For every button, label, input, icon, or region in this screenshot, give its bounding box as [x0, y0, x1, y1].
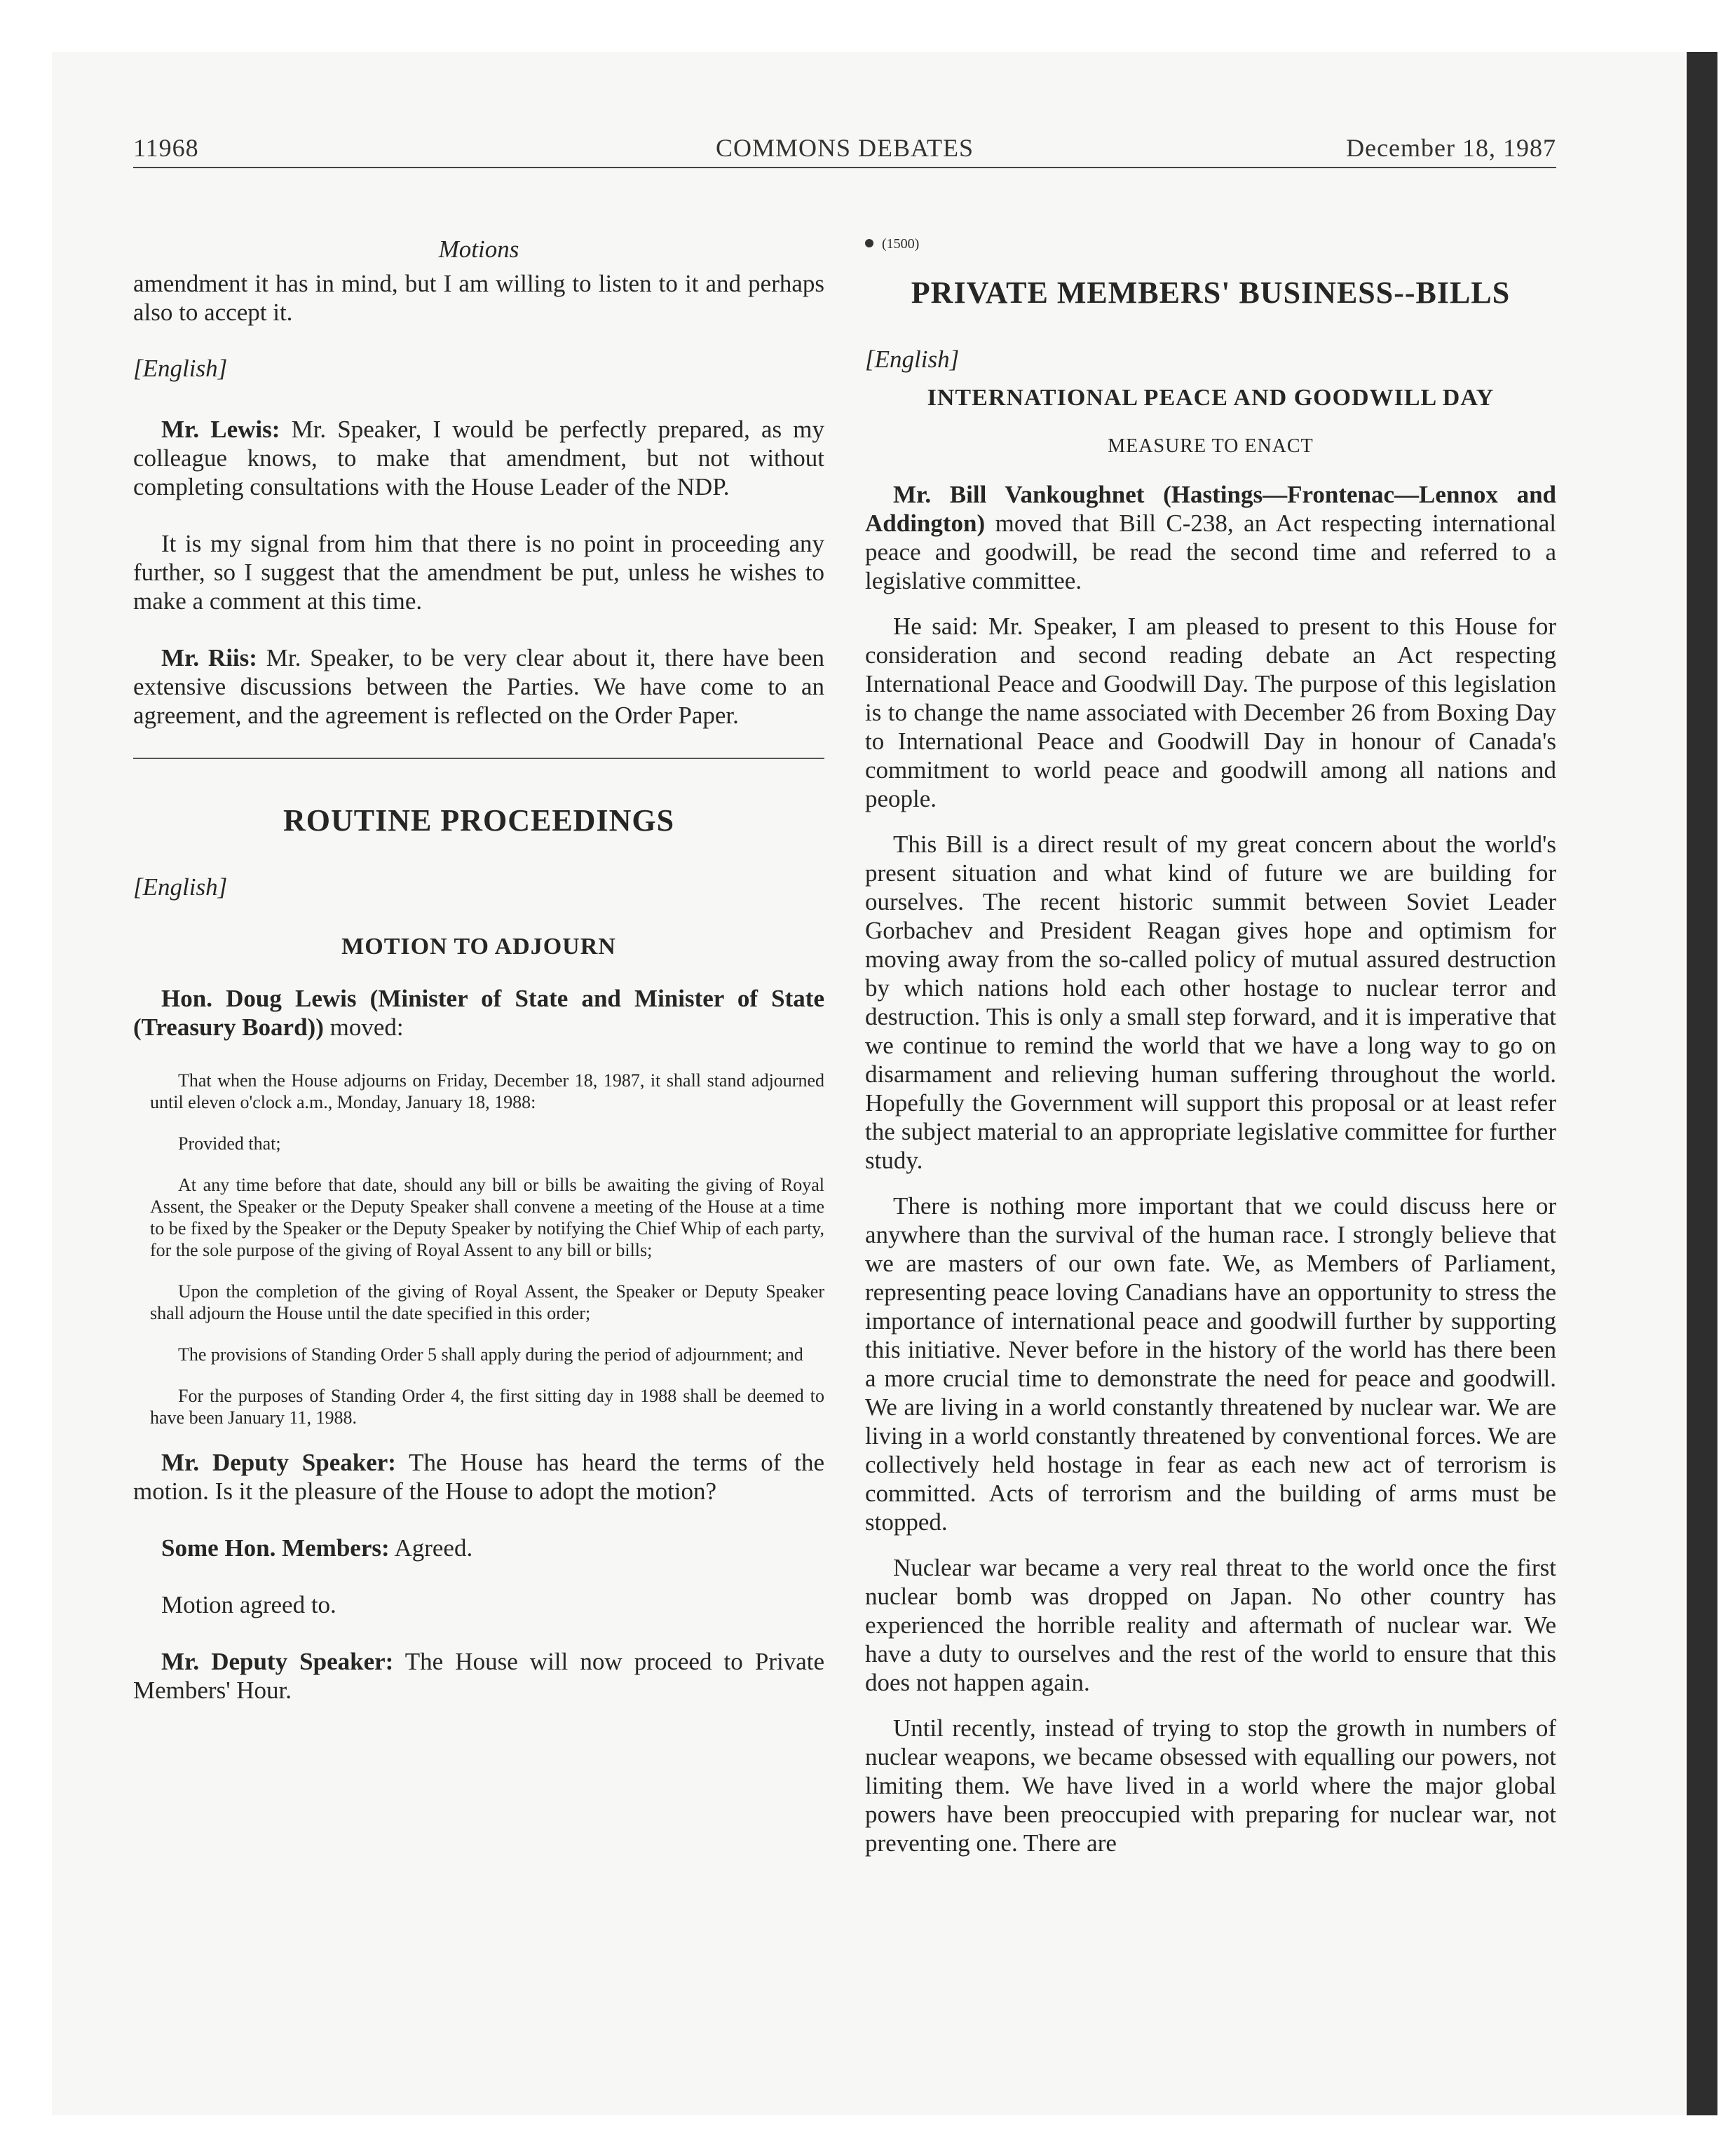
speaker-name: Mr. Deputy Speaker: [161, 1449, 396, 1476]
page-number: 11968 [133, 134, 199, 162]
paragraph: There is nothing more important that we could discuss here or anywhere than the survival of the human race. I strongly believe that we are masters of our own fate. We, as Members of Parliament, representing peace loving Canadians have an opportunity to stress the importance of international peace and goodwill further by supporting this initiative. Never before in the history of the world has there been a more crucial time to demonstrate the need for peace and goodwill. We are living in a world constantly threatened by nuclear war. We are living in a world constantly threatened by conventional forces. We are collectively held hostage in fear as each new act of terrorism is committed. Acts of terrorism and the building of arms must be stopped. [865, 1192, 1556, 1536]
heading-measure-to-enact: MEASURE TO ENACT [1108, 435, 1314, 457]
section-divider [133, 758, 824, 759]
motion-text: At any time before that date, should any bill or bills be awaiting the giving of Royal Assent, the Speaker or the Deputy Speaker shall convene a meeting of the House at a time to be fixed by the Speaker or the Deputy Speaker by notifying the Chief Whip of each party, for the sole purpose of the giving of Royal Assent to any bill or bills; [150, 1175, 824, 1260]
paragraph: This Bill is a direct result of my great concern about the world's present situation and what kind of future we are building for ourselves. The recent historic summit between Soviet Leader Gorbachev and President Reagan gives hope and optimism for moving away from the so-called policy of mutual assured destruction by which nations hold each other hostage to nuclear terror and destruction. This is only a small step forward, and it is imperative that we continue to remind the world that we have a long way to go on disarmament and relieving human suffering throughout the world. Hopefully the Government will support this proposal or at least refer the subject material to an appropriate legislative committee for further study. [865, 830, 1556, 1174]
paragraph: Motion agreed to. [161, 1591, 336, 1618]
paragraph: It is my signal from him that there is no point in proceeding any further, so I suggest that the amendment be put, unless he wishes to make a comment at this time. [133, 530, 824, 615]
speaker-name: Mr. Riis: [161, 644, 257, 671]
speech-text: The House has heard the terms of the motion. Is it the pleasure of the House to adopt the motion? [133, 1449, 824, 1505]
paragraph: amendment it has in mind, but I am willing to listen to it and perhaps also to accept it. [133, 270, 824, 326]
language-marker: [English] [133, 355, 228, 382]
speaker-name: Some Hon. Members: [161, 1534, 390, 1562]
language-marker: [English] [133, 873, 228, 901]
heading-routine-proceedings: ROUTINE PROCEEDINGS [283, 803, 675, 838]
heading-motion-to-adjourn: MOTION TO ADJOURN [341, 934, 616, 960]
time-label: (1500) [882, 236, 920, 252]
speech-members [133, 1534, 824, 1562]
speech-text: Mr. Speaker, I would be perfectly prepared, as my colleague knows, to make that amendment, but not without completing consultations with the House Leader of the NDP. [133, 416, 825, 500]
speaker-name: Mr. Lewis: [161, 416, 280, 443]
speech-text: moved that Bill C-238, an Act respecting international peace and goodwill, be read the second time and referred to a legislative committee. [865, 509, 1556, 594]
motion-intro [133, 984, 824, 1042]
speech-deputy-speaker [133, 1647, 824, 1705]
motion-text: The provisions of Standing Order 5 shall apply during the period of adjournment; and [178, 1344, 803, 1365]
speech-text: moved: [323, 1014, 404, 1041]
right-column [865, 236, 1556, 1885]
speech-text: Agreed. [389, 1534, 473, 1562]
heading-private-members-business: PRIVATE MEMBERS' BUSINESS--BILLS [911, 275, 1511, 310]
paragraph: Until recently, instead of trying to stop the growth in numbers of nuclear weapons, we became obsessed with equalling our powers, not limiting them. We have lived in a world where the major global powers have been preoccupied with preparing for nuclear war, not preventing one. There are [865, 1714, 1556, 1857]
speaker-name: Hon. Doug Lewis (Minister of State and Minister of State (Treasury Board)) [133, 985, 824, 1041]
motion-text: For the purposes of Standing Order 4, the first sitting day in 1988 shall be deemed to have been January 11, 1988. [150, 1386, 824, 1428]
time-marker [865, 236, 1556, 252]
header-date: December 18, 1987 [1346, 134, 1556, 162]
speaker-name: Mr. Bill Vankoughnet (Hastings—Frontenac—Lennox and Addington) [865, 480, 1556, 537]
left-column [133, 236, 824, 1733]
motion-text: Provided that; [178, 1133, 281, 1154]
publication-title: COMMONS DEBATES [715, 134, 974, 162]
scan-edge-shadow [1687, 52, 1717, 2115]
running-header [133, 133, 1556, 168]
speech-vankoughnet [865, 480, 1556, 595]
section-label-motions: Motions [438, 236, 519, 263]
language-marker: [English] [865, 345, 960, 373]
speech-lewis [133, 415, 824, 501]
speech-text: The House will now proceed to Private Members' Hour. [133, 1648, 824, 1704]
heading-peace-goodwill-day: INTERNATIONAL PEACE AND GOODWILL DAY [927, 384, 1495, 411]
scanned-page [52, 52, 1685, 2115]
speech-text: Mr. Speaker, to be very clear about it, there have been extensive discussions between the Parties. We have come to an agreement, and the agreement is reflected on the Order Paper. [133, 644, 824, 729]
paragraph: Nuclear war became a very real threat to the world once the first nuclear bomb was dropped on Japan. No other country has experienced the horrible reality and aftermath of nuclear war. We have a duty to ourselves and the rest of the world to ensure that this does not happen again. [865, 1553, 1556, 1696]
paragraph: He said: Mr. Speaker, I am pleased to present to this House for consideration and second reading debate an Act respecting International Peace and Goodwill Day. The purpose of this legislation is to change the name associated with December 26 from Boxing Day to International Peace and Goodwill Day in honour of Canada's commitment to world peace and goodwill among all nations and people. [865, 612, 1556, 812]
speech-riis [133, 643, 824, 730]
bullet-dot-icon [865, 239, 873, 247]
speaker-name: Mr. Deputy Speaker: [161, 1648, 394, 1675]
speech-deputy-speaker [133, 1448, 824, 1506]
motion-text: That when the House adjourns on Friday, December 18, 1987, it shall stand adjourned until eleven o'clock a.m., Monday, January 18, 1988: [150, 1070, 824, 1112]
motion-text: Upon the completion of the giving of Royal Assent, the Speaker or Deputy Speaker shall adjourn the House until the date specified in this order; [150, 1281, 824, 1323]
